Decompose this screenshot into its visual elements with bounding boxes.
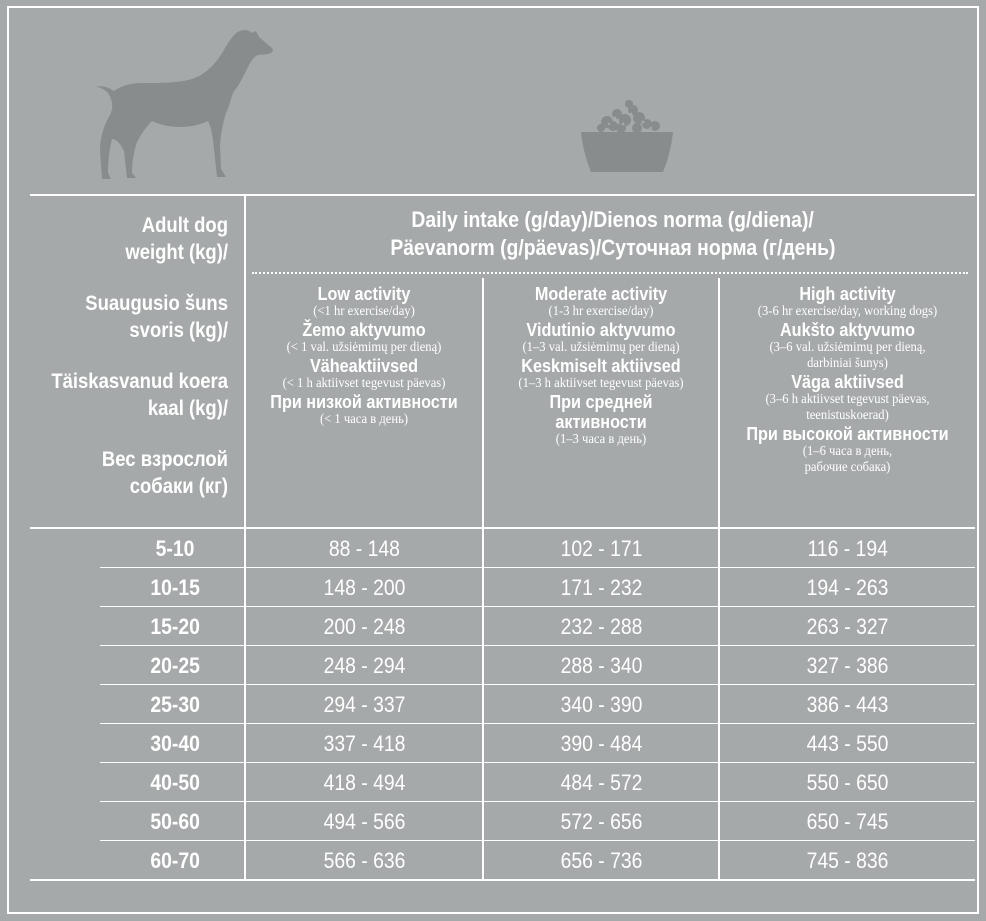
- table-row: [0, 724, 986, 763]
- table-row: [0, 685, 986, 724]
- moderate-activity-cell: 288 - 340: [560, 653, 642, 678]
- high-activity-cell: 116 - 194: [807, 536, 888, 561]
- low-activity-header: Low activity (<1 hr exercise/day) Žemo aktyvumo (< 1 val. užsiėmimų per dieną) Väheaktiivsed (< 1 h aktiivset tegevust päevas) При низкой активности (< 1 часа в день): [270, 284, 458, 427]
- moderate-activity-cell: 572 - 656: [560, 809, 642, 834]
- high-activity-cell: 650 - 745: [806, 809, 889, 834]
- table-row: [0, 763, 986, 802]
- header-dotted-line: [252, 272, 968, 274]
- high-activity-cell: 194 - 263: [806, 575, 889, 600]
- dog-icon: [96, 27, 276, 183]
- moderate-activity-cell: 656 - 736: [560, 848, 642, 873]
- weight-cell: 50-60: [150, 809, 200, 834]
- high-activity-cell: 550 - 650: [806, 770, 889, 795]
- weight-cell: 60-70: [150, 848, 200, 873]
- table-row: [0, 802, 986, 841]
- high-activity-cell: 327 - 386: [806, 653, 889, 678]
- low-activity-cell: 294 - 337: [323, 692, 405, 717]
- high-activity-cell: 745 - 836: [806, 848, 889, 873]
- high-activity-cell: 386 - 443: [806, 692, 889, 717]
- moderate-activity-cell: 484 - 572: [560, 770, 642, 795]
- moderate-activity-cell: 232 - 288: [560, 614, 642, 639]
- table-row: [0, 607, 986, 646]
- table-row: [0, 529, 986, 568]
- table-row: [0, 568, 986, 607]
- weight-cell: 10-15: [150, 575, 200, 600]
- weight-cell: 5-10: [155, 536, 195, 561]
- table-row: [0, 646, 986, 685]
- low-activity-cell: 148 - 200: [323, 575, 405, 600]
- header-top-line: [30, 194, 975, 196]
- low-activity-cell: 200 - 248: [323, 614, 405, 639]
- high-activity-cell: 263 - 327: [806, 614, 889, 639]
- weight-column-header: Adult dog weight (kg)/ Suaugusio šuns svoris (kg)/ Täiskasvanud koera kaal (kg)/ Вес взрослой собаки (кг): [51, 214, 229, 498]
- low-activity-cell: 88 - 148: [328, 536, 400, 561]
- moderate-activity-header: Moderate activity (1-3 hr exercise/day) Vidutinio aktyvumo (1–3 val. užsiėmimų per dieną) Keskmiselt aktiivsed (1–3 h aktiivset tegevust päevas) При средней активности (1–3 часа в день): [518, 284, 684, 447]
- daily-intake-header: Daily intake (g/day)/Dienos norma (g/diena)/ Päevanorm (g/päevas)/Суточная норма (г/день): [389, 207, 836, 260]
- low-activity-cell: 418 - 494: [323, 770, 405, 795]
- weight-cell: 40-50: [150, 770, 200, 795]
- weight-cell: 25-30: [150, 692, 200, 717]
- low-activity-cell: 566 - 636: [323, 848, 405, 873]
- weight-cell: 20-25: [150, 653, 200, 678]
- food-bowl-icon: [567, 100, 687, 180]
- table-row: [0, 841, 986, 880]
- weight-cell: 15-20: [150, 614, 200, 639]
- low-activity-cell: 494 - 566: [323, 809, 405, 834]
- low-activity-cell: 337 - 418: [323, 731, 405, 756]
- moderate-activity-cell: 171 - 232: [560, 575, 642, 600]
- weight-cell: 30-40: [150, 731, 200, 756]
- moderate-activity-cell: 390 - 484: [560, 731, 642, 756]
- high-activity-header: High activity (3-6 hr exercise/day, working dogs) Aukšto aktyvumo (3–6 val. užsiėmimų per dieną, darbiniai šunys) Väga aktiivsed (3–6 h aktiivset tegevust päevas, teenistuskoerad) При высокой активности (1–6 часа в день, рабочие собака): [746, 284, 949, 475]
- high-activity-cell: 443 - 550: [806, 731, 889, 756]
- moderate-activity-cell: 102 - 171: [560, 536, 642, 561]
- low-activity-cell: 248 - 294: [323, 653, 405, 678]
- moderate-activity-cell: 340 - 390: [560, 692, 642, 717]
